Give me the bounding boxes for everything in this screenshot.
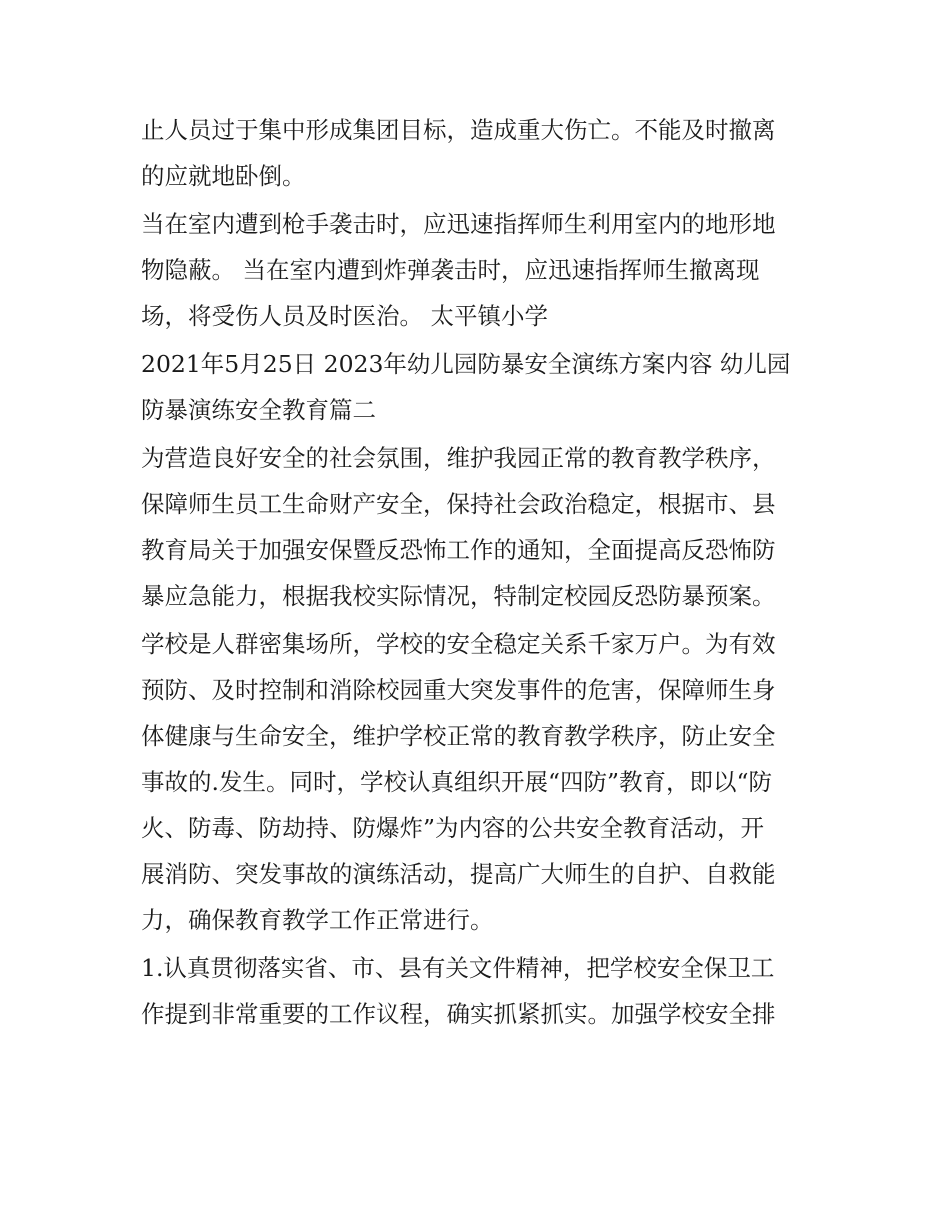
text-line: 1.认真贯彻落实省、市、县有关文件精神，把学校安全保卫工 [141,954,775,982]
text-line: 学校是人群密集场所，学校的安全稳定关系千家万户。为有效 [141,630,776,658]
text-line: 场，将受伤人员及时医治。 太平镇小学 [141,302,548,330]
text-line: 止人员过于集中形成集团目标，造成重大伤亡。不能及时撤离 [141,116,776,144]
text-line: 为营造良好安全的社会氛围，维护我园正常的教育教学秩序， [141,444,776,472]
paragraph [141,435,816,619]
text-line: 作提到非常重要的工作议程，确实抓紧抓实。加强学校安全排 [141,1000,776,1028]
text-line: 暴应急能力，根据我校实际情况，特制定校园反恐防暴预案。 [141,582,776,610]
text-line: 2021年5月25日 2023年幼儿园防暴安全演练方案内容 幼儿园 [141,350,791,378]
paragraph [141,107,816,199]
text-line: 教育局关于加强安保暨反恐怖工作的通知，全面提高反恐怖防 [141,536,776,564]
text-line: 保障师生员工生命财产安全，保持社会政治稳定，根据市、县 [141,490,776,518]
text-line: 的应就地卧倒。 [141,162,306,190]
paragraph [141,945,816,1037]
text-line: 当在室内遭到枪手袭击时，应迅速指挥师生利用室内的地形地 [141,210,776,238]
text-line: 展消防、突发事故的演练活动，提高广大师生的自护、自救能 [141,860,776,888]
paragraph [141,621,816,943]
paragraph [141,341,816,433]
text-line: 预防、及时控制和消除校园重大突发事件的危害，保障师生身 [141,676,776,704]
paragraph [141,201,816,339]
document-body [141,107,816,1037]
text-line: 事故的.发生。同时，学校认真组织开展“四防”教育，即以“防 [141,768,773,796]
text-line: 火、防毒、防劫持、防爆炸”为内容的公共安全教育活动，开 [141,814,765,842]
text-line: 力，确保教育教学工作正常进行。 [141,906,494,934]
text-line: 体健康与生命安全，维护学校正常的教育教学秩序，防止安全 [141,722,776,750]
text-line: 物隐蔽。 当在室内遭到炸弹袭击时，应迅速指挥师生撤离现 [141,256,760,284]
text-line: 防暴演练安全教育篇二 [141,396,376,424]
